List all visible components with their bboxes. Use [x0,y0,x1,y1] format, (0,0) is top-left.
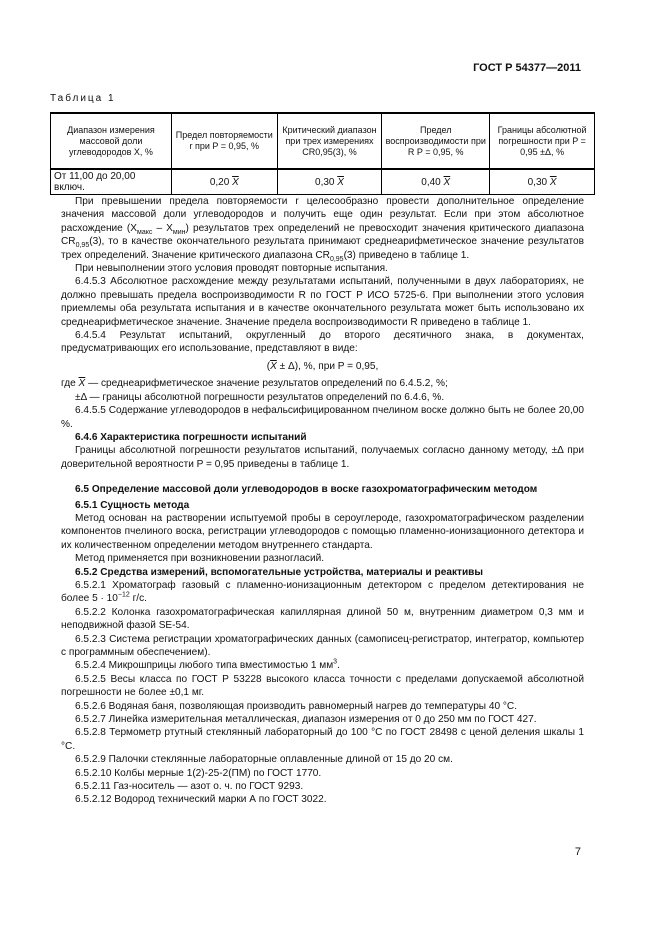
paragraph: Метод применяется при возникновении разногласий. [75,553,325,565]
list-item: 6.5.2.11 Газ-носитель — азот о. ч. по ГОСТ 9293. [75,781,304,793]
list-item: 6.5.2.5 Весы класса по ГОСТ Р 53228 высокого класса точности с пределами допускаемой абсолютной погрешности не более ±0,1 мг. [61,673,584,699]
col-header-reproducibility: Предел воспроизводимости при R P = 0,95, % [382,113,490,169]
paragraph: Границы абсолютной погрешности результатов испытаний, получаемых согласно данному методу, ±Δ при доверительной вероятности P = 0,95 приведены в таблице 1. [61,445,584,470]
table-header-row [51,113,595,169]
clause-6-4-5-3: 6.4.5.3 Абсолютное расхождение между результатами испытаний, полученными в двух лабораториях, не должно превышать предела воспроизводимости R по ГОСТ Р ИСО 5725-6. При выполнении этого условия приемлемы оба результата испытания и в качестве окончательного результата может быть использовано их среднеарифметическое значение. Значение предела воспроизводимости R приведено в таблице 1. [61,276,584,328]
clause-6-4-5-4: 6.4.5.4 Результат испытаний, округленный до второго десятичного знака, в документах, предусматривающих его использование, представляют в виде: [61,330,584,355]
heading-6-5-2: 6.5.2 Средства измерений, вспомогательные устройства, материалы и реактивы [75,566,483,578]
cell-error-bounds: 0,30 $\overline{X}$ [490,169,595,195]
table-row [51,169,595,195]
page-number: 7 [574,846,581,858]
list-item: 6.5.2.8 Термометр ртутный стеклянный лабораторный до 100 °С по ГОСТ 28498 с ценой деления шкалы 1 °С. [61,727,584,752]
col-header-range: Диапазон измерения массовой доли углеводородов X, % [51,113,172,169]
col-header-error-bounds: Границы абсолютной погрешности при P = 0,95 ±Δ, % [490,113,595,169]
list-item: 6.5.2.3 Система регистрации хроматографических данных (самописец-регистратор, интегратор, компьютер с программным обеспечением). [61,633,584,658]
formula-legend-x: где $\overline{X}$ — среднеарифметическое значение результатов определений по 6.4.5.2, %; [61,378,448,390]
list-item: 6.5.2.2 Колонка газохроматографическая капиллярная длиной 50 м, внутренним диаметром 0,3 мм и неподвижной фазой SE-54. [61,606,584,632]
heading-6-5-1: 6.5.1 Сущность метода [75,499,190,511]
cell-critical-range: 0,30 $\overline{X}$ [277,169,382,195]
clause-6-4-5-5: 6.4.5.5 Содержание углеводородов в нефальсифицированном пчелином воске должно быть не более 20,00 %. [61,405,584,430]
list-item: 6.5.2.10 Колбы мерные 1(2)-25-2(ПМ) по ГОСТ 1770. [75,767,322,779]
cell-reproducibility: 0,40 $\overline{X}$ [382,169,490,195]
heading-6-5: 6.5 Определение массовой доли углеводородов в воске газохроматографическим методом [75,484,538,496]
paragraph: При превышении предела повторяемости r целесообразно провести дополнительное определение значения массовой доли углеводородов и получить еще один результат. Если при этом абсолютное расхождение $(X_{макс} - X_{мин})$ результатов трех определений не превосходит значения критического диапазона $CR_{0,95}(3)$, то в качестве окончательного результата принимают среднеарифметическое значение результатов трех определений. Значение критического диапазона $CR_{0,95}(3)$ приведено в таблице 1. [61,196,584,263]
list-item: 6.5.2.9 Палочки стеклянные лабораторные оплавленные длиной от 15 до 20 см. [75,754,453,766]
list-item: 6.5.2.12 Водород технический марки А по ГОСТ 3022. [75,794,327,806]
cell-range: От 11,00 до 20,00 включ. [51,169,172,195]
body-text [61,195,584,807]
col-header-critical-range: Критический диапазон при трех измерениях CR0,95(3), % [277,113,382,169]
list-item: 6.5.2.4 Микрошприцы любого типа вместимостью 1 $мм^3$. [75,659,340,672]
paragraph: Метод основан на растворении испытуемой пробы в сероуглероде, газохроматографическом разделении компонентов пчелиного воска, регистрации углеводородов с помощью пламенно-ионизационного детектора и их количественном определении методом внутреннего стандарта. [61,512,584,551]
result-formula: $(\overline{X} \pm \Delta)$, %, при P = 0,95, [266,360,379,372]
list-item: 6.5.2.7 Линейка измерительная металлическая, диапазон измерения от 0 до 250 мм по ГОСТ 427. [75,714,537,726]
col-header-repeatability: Предел повторяемости r при P = 0,95, % [171,113,277,169]
cell-repeatability: 0,20 $\overline{X}$ [171,169,277,195]
list-item: 6.5.2.6 Водяная баня, позволяющая производить равномерный нагрев до температуры 40 °С. [75,700,518,712]
standard-header: ГОСТ Р 54377—2011 [473,62,581,74]
list-item: 6.5.2.1 Хроматограф газовый с пламенно-ионизационным детектором с пределом детектирования не более $5 \cdot 10^{-12}$ г/с. [61,579,584,605]
formula-legend-delta: ±Δ — границы абсолютной погрешности результатов определений по 6.4.6, %. [75,391,445,403]
paragraph: При невыполнении этого условия проводят повторные испытания. [75,263,388,275]
table-1 [50,112,595,195]
heading-6-4-6: 6.4.6 Характеристика погрешности испытаний [75,431,307,443]
table-caption: Таблица 1 [50,93,116,104]
